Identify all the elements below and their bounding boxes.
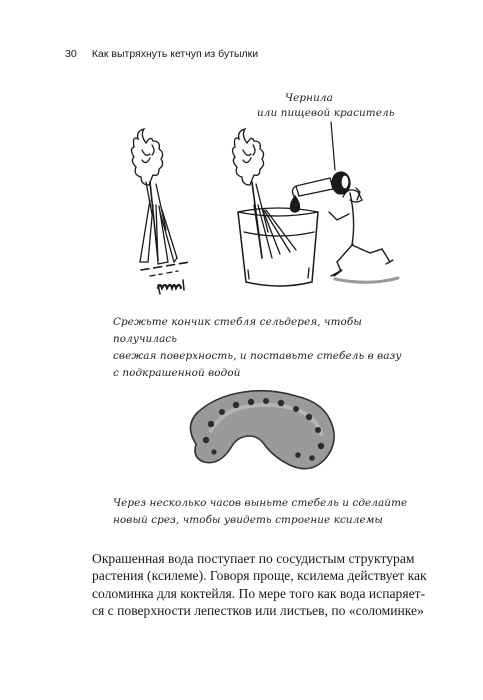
caption-bottom (113, 495, 413, 529)
book-title: Как вытряхнуть кетчуп из бутылки (91, 48, 259, 60)
celery-stalk-cut-illustration (132, 129, 191, 294)
caption-line: с подкрашенной водой (113, 367, 241, 379)
body-paragraph (92, 550, 427, 620)
dropper-person-illustration (291, 122, 399, 282)
dropper-label-line: Чернила (285, 92, 333, 104)
caption-line: свежая поверхность, и поставьте стебель в вазу (113, 350, 402, 362)
dropper-label (257, 91, 417, 121)
body-line: растения (ксилеме). Говоря проще, ксилема действует как (92, 568, 427, 584)
dropper-label-line: или пищевой краситель (257, 107, 395, 119)
caption-line: Через несколько часов выньте стебель и сделайте (113, 497, 408, 509)
page-number: 30 (65, 48, 77, 60)
celery-cross-section-illustration (190, 391, 334, 469)
body-line: ся с поверхности лепестков или листьев, по «соломинке» (92, 603, 424, 619)
body-line: Окрашенная вода поступает по сосудистым структурам (92, 551, 415, 566)
caption-line: Срежьте кончик стебля сельдерея, чтобы получилась (113, 316, 362, 345)
body-line: соломинка для коктейля. По мере того как вода испаряет- (92, 585, 426, 601)
celery-stalk-in-glass-illustration (233, 129, 319, 286)
caption-line: новый срез, чтобы увидеть строение ксилемы (113, 514, 383, 526)
caption-top (113, 314, 413, 382)
